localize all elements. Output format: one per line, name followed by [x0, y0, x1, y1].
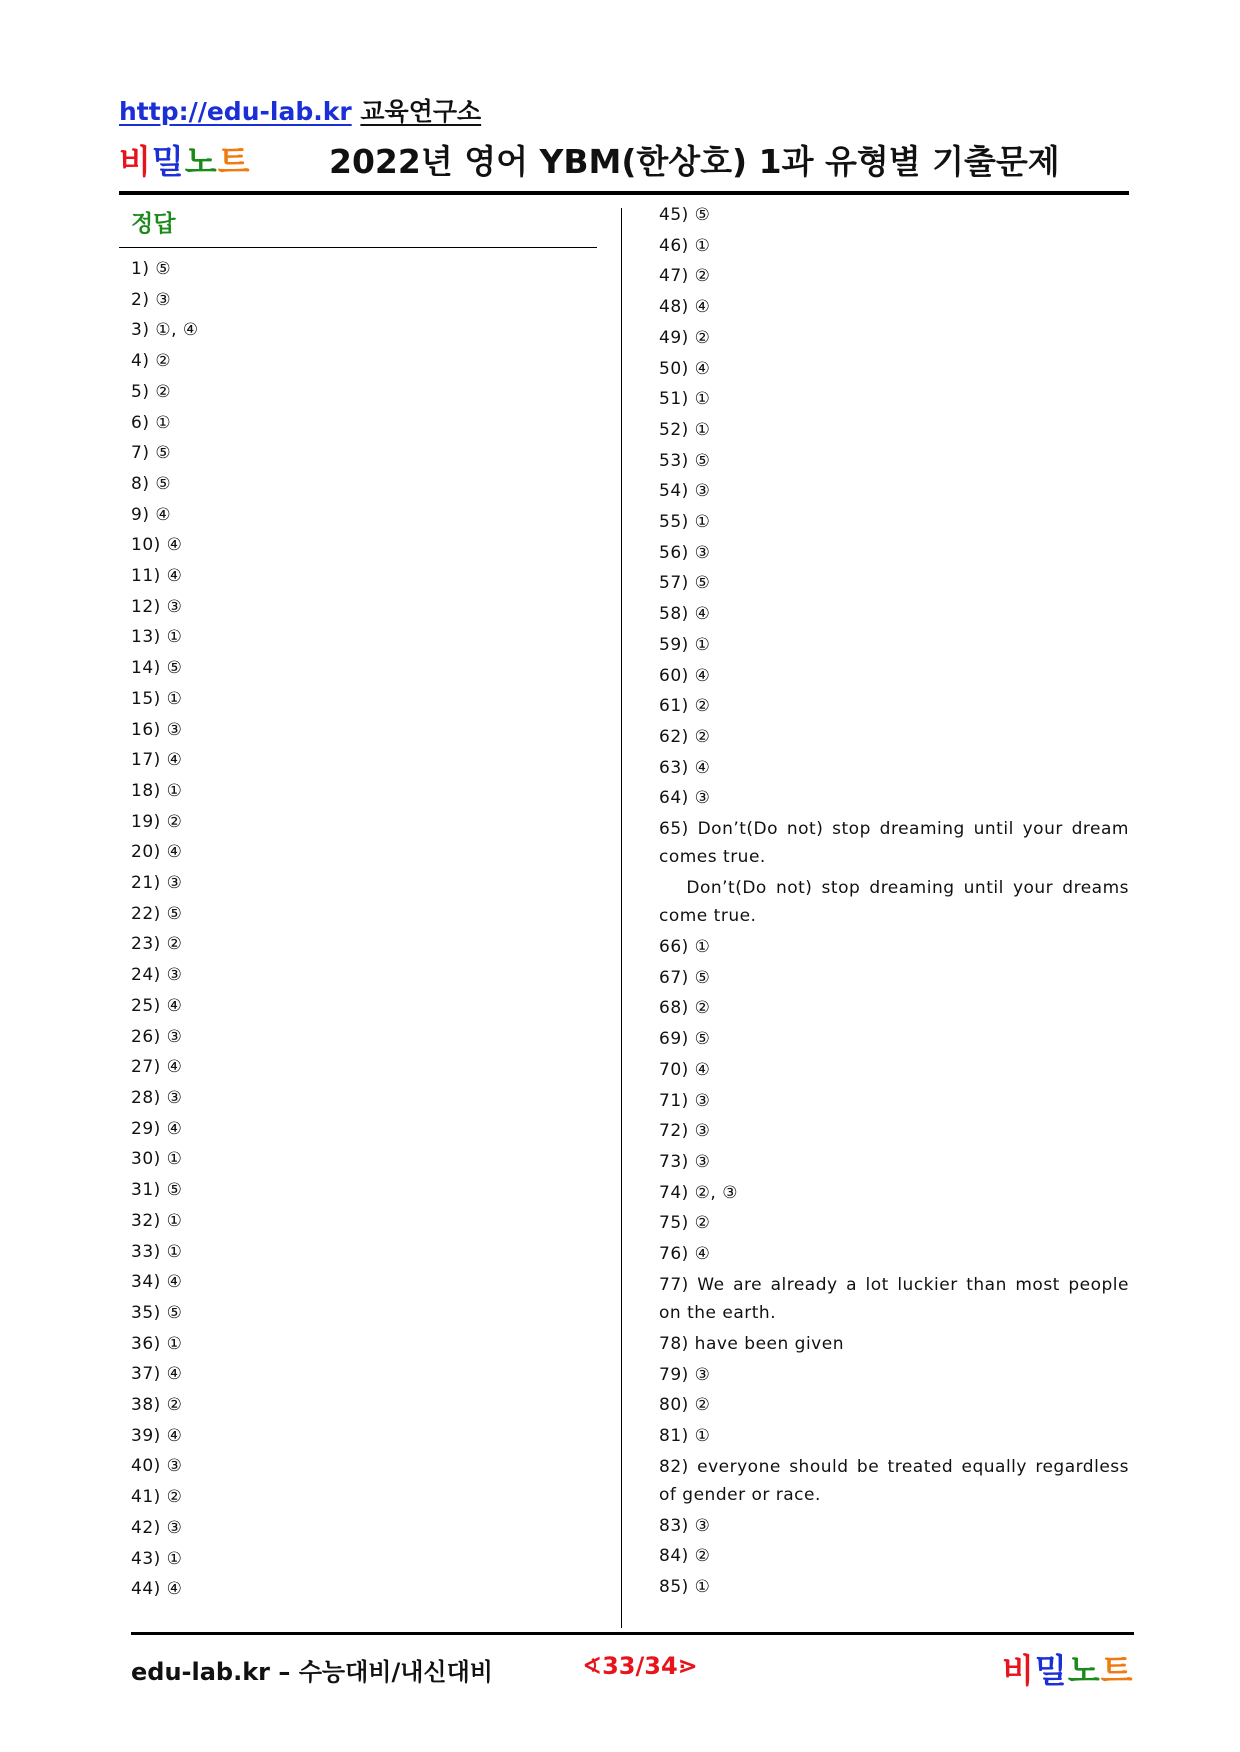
footer-site: edu-lab.kr – 수능대비/내신대비 [131, 1658, 493, 1686]
answer-item: 52) ① [659, 419, 711, 440]
answer-item: 4) ② [131, 351, 172, 372]
answer-item: Don’t(Do not) stop dreaming until your dreams come true. [659, 878, 1129, 927]
answer-item: 35) ⑤ [131, 1302, 183, 1323]
answer-item: 36) ① [131, 1333, 183, 1354]
answer-item: 59) ① [659, 634, 711, 655]
answer-item: 14) ⑤ [131, 658, 183, 679]
answer-item: 39) ④ [131, 1425, 183, 1446]
answer-list-right [659, 200, 1129, 1603]
answer-item: 24) ③ [131, 965, 183, 986]
answer-item: 7) ⑤ [131, 443, 172, 464]
answer-list-left [131, 254, 591, 1605]
answer-item: 41) ② [131, 1487, 183, 1508]
brand-char: 비 [119, 142, 152, 181]
answer-item: 66) ① [659, 937, 711, 958]
answer-item: 37) ④ [131, 1364, 183, 1385]
answer-item: 47) ② [659, 266, 711, 287]
answer-item: 56) ③ [659, 542, 711, 563]
answer-item: 76) ④ [659, 1244, 711, 1265]
answer-item: 68) ② [659, 998, 711, 1019]
answer-item: 80) ② [659, 1395, 711, 1416]
brand-char: 노 [1067, 1651, 1101, 1690]
answer-item: 28) ③ [131, 1087, 183, 1108]
header-rule [119, 191, 1129, 195]
answer-item: 60) ④ [659, 665, 711, 686]
answer-item: 72) ③ [659, 1121, 711, 1142]
answer-item: 30) ① [131, 1149, 183, 1170]
answer-item: 77) We are already a lot luckier than most people on the earth. [659, 1274, 1129, 1323]
footer-rule [131, 1632, 1134, 1635]
answer-item: 74) ②, ③ [659, 1182, 738, 1203]
answer-item: 12) ③ [131, 596, 183, 617]
answer-item: 31) ⑤ [131, 1180, 183, 1201]
answer-item: 2) ③ [131, 289, 172, 310]
answer-item: 51) ① [659, 389, 711, 410]
answer-item: 1) ⑤ [131, 259, 172, 279]
answer-item: 16) ③ [131, 719, 183, 740]
answer-item: 71) ③ [659, 1090, 711, 1111]
answer-item: 78) have been given [659, 1333, 844, 1354]
answers-heading: 정답 [131, 211, 176, 237]
answer-item: 69) ⑤ [659, 1029, 711, 1050]
title-row [119, 136, 1129, 184]
answers-heading-rule [119, 247, 597, 248]
answer-item: 48) ④ [659, 297, 711, 318]
answer-item: 45) ⑤ [659, 205, 711, 225]
document-title: 2022년 영어 YBM(한상호) 1과 유형별 기출문제 [329, 142, 1060, 181]
answer-item: 57) ⑤ [659, 573, 711, 594]
answer-item: 15) ① [131, 688, 183, 709]
answer-item: 5) ② [131, 381, 172, 402]
answer-item: 50) ④ [659, 358, 711, 379]
answer-item: 32) ① [131, 1210, 183, 1231]
brand-char: 비 [1002, 1651, 1035, 1690]
answer-item: 20) ④ [131, 842, 183, 863]
answer-item: 61) ② [659, 696, 711, 717]
site-link[interactable]: http://edu-lab.kr [119, 97, 352, 126]
answer-item: 75) ② [659, 1213, 711, 1234]
answer-item: 82) everyone should be treated equally regardless of gender or race. [659, 1456, 1129, 1505]
site-header [119, 92, 481, 128]
answer-item: 21) ③ [131, 873, 183, 894]
brand-char: 밀 [151, 142, 185, 181]
brand-logo [119, 136, 251, 183]
answer-item: 8) ⑤ [131, 473, 172, 494]
answer-item: 58) ④ [659, 604, 711, 625]
brand-char: 밀 [1034, 1651, 1068, 1690]
answer-item: 85) ① [659, 1577, 711, 1598]
answer-item: 53) ⑤ [659, 450, 711, 471]
answer-item: 3) ①, ④ [131, 320, 199, 341]
answer-item: 49) ② [659, 327, 711, 348]
answer-item: 84) ② [659, 1546, 711, 1567]
answer-item: 64) ③ [659, 788, 711, 809]
answer-item: 63) ④ [659, 757, 711, 778]
answer-item: 54) ③ [659, 481, 711, 502]
answer-item: 38) ② [131, 1395, 183, 1416]
answer-item: 23) ② [131, 934, 183, 955]
answer-item: 44) ④ [131, 1579, 183, 1600]
answer-item: 40) ③ [131, 1456, 183, 1477]
answer-item: 9) ④ [131, 504, 172, 525]
answer-item: 62) ② [659, 726, 711, 747]
answer-item: 22) ⑤ [131, 903, 183, 924]
answer-item: 70) ④ [659, 1059, 711, 1080]
answer-item: 11) ④ [131, 566, 183, 587]
answer-item: 27) ④ [131, 1057, 183, 1078]
answer-item: 65) Don’t(Do not) stop dreaming until your dream comes true. [659, 819, 1129, 868]
answer-item: 81) ① [659, 1425, 711, 1446]
answer-item: 10) ④ [131, 535, 183, 556]
site-org: 교육연구소 [360, 97, 482, 126]
answer-item: 34) ④ [131, 1272, 183, 1293]
answer-item: 46) ① [659, 235, 711, 256]
answer-item: 73) ③ [659, 1151, 711, 1172]
brand-char: 트 [217, 142, 251, 181]
brand-char: 노 [184, 142, 218, 181]
answer-item: 25) ④ [131, 995, 183, 1016]
answer-item: 26) ③ [131, 1026, 183, 1047]
answer-item: 55) ① [659, 512, 711, 533]
answer-item: 33) ① [131, 1241, 183, 1262]
column-divider [621, 208, 622, 1628]
answer-item: 13) ① [131, 627, 183, 648]
answer-item: 18) ① [131, 780, 183, 801]
answer-item: 6) ① [131, 412, 172, 433]
answer-item: 83) ③ [659, 1515, 711, 1536]
answer-item: 42) ③ [131, 1517, 183, 1538]
answer-item: 79) ③ [659, 1364, 711, 1385]
answer-item: 43) ① [131, 1548, 183, 1569]
answer-item: 67) ⑤ [659, 967, 711, 988]
answer-item: 19) ② [131, 811, 183, 832]
page-number: ∢33/34⋗ [582, 1652, 698, 1680]
answer-item: 17) ④ [131, 750, 183, 771]
footer-brand-logo [1002, 1645, 1134, 1692]
brand-char: 트 [1100, 1651, 1134, 1690]
answer-item: 29) ④ [131, 1118, 183, 1139]
